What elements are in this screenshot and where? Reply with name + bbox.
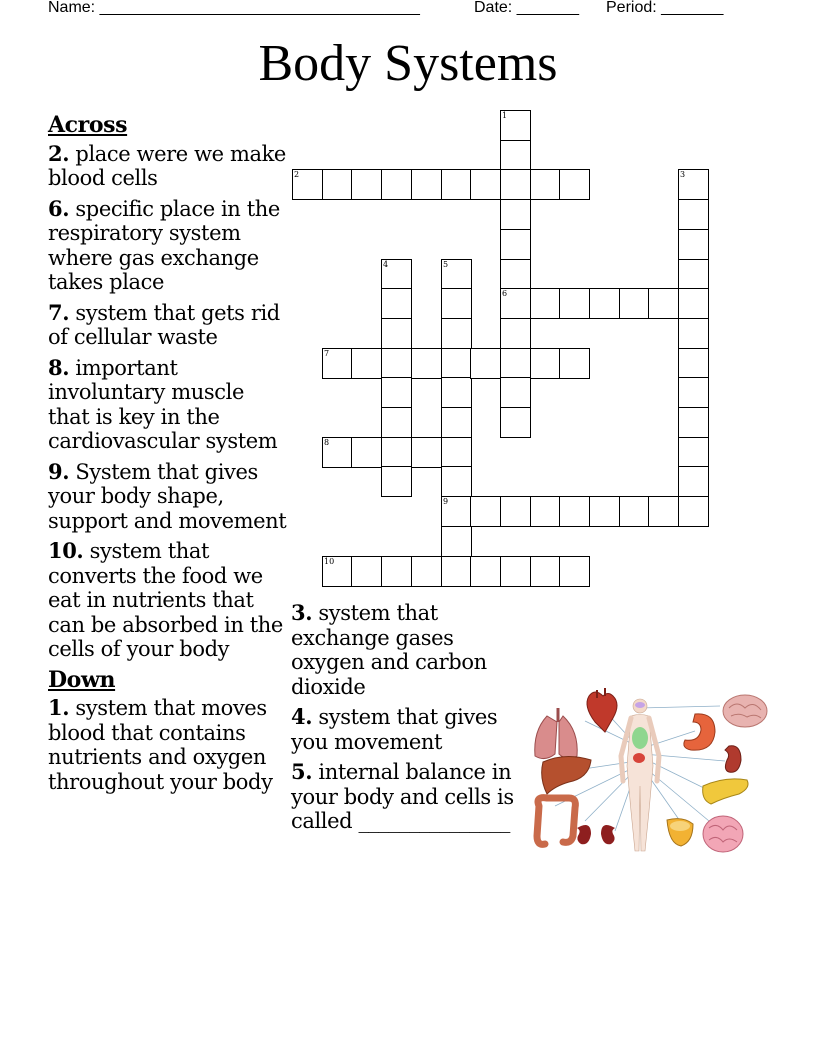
crossword-cell[interactable]	[678, 288, 709, 319]
crossword-cell[interactable]	[500, 496, 531, 527]
crossword-cell[interactable]	[322, 348, 353, 379]
crossword-cell[interactable]	[678, 496, 709, 527]
liver-icon	[542, 756, 591, 794]
clue-across-6: 6. specific place in the respiratory system where gas exchange takes place	[48, 195, 280, 294]
page-title: Body Systems	[258, 35, 558, 92]
crossword-cell[interactable]	[441, 318, 472, 349]
date-field[interactable]: Date: _______	[474, 0, 579, 16]
pancreas-icon	[703, 779, 748, 804]
crossword-cell[interactable]	[381, 437, 412, 468]
crossword-cell[interactable]	[381, 318, 412, 349]
across-heading: Across	[48, 112, 128, 138]
small-intestine-icon	[703, 816, 743, 852]
crossword-cell[interactable]	[678, 407, 709, 438]
clue-number: 3	[680, 170, 686, 179]
crossword-cell[interactable]	[500, 377, 531, 408]
period-field[interactable]: Period: _______	[606, 0, 724, 16]
lungs-icon	[535, 708, 577, 759]
crossword-cell[interactable]	[678, 199, 709, 230]
crossword-cell[interactable]	[678, 259, 709, 290]
crossword-cell[interactable]	[381, 169, 412, 200]
organs-illustration	[525, 686, 775, 861]
crossword-cell[interactable]	[559, 556, 590, 587]
crossword-cell[interactable]	[500, 110, 531, 141]
crossword-cell[interactable]	[381, 556, 412, 587]
clue-number: 6	[502, 289, 508, 298]
clue-number: 1	[502, 111, 508, 120]
kidneys-icon	[577, 825, 615, 844]
crossword-cell[interactable]	[559, 496, 590, 527]
crossword-cell[interactable]	[381, 288, 412, 319]
crossword-cell[interactable]	[589, 288, 620, 319]
clue-down-1: 1. system that moves blood that contains nutrients and oxygen throughout your body	[48, 695, 273, 794]
crossword-cell[interactable]	[500, 140, 531, 171]
crossword-cell[interactable]	[559, 169, 590, 200]
crossword-cell[interactable]	[441, 259, 472, 290]
crossword-cell[interactable]	[441, 407, 472, 438]
crossword-cell[interactable]	[530, 288, 561, 319]
crossword-cell[interactable]	[678, 437, 709, 468]
clue-number: 5	[443, 260, 449, 269]
crossword-cell[interactable]	[500, 169, 531, 200]
clue-across-8: 8. important involuntary muscle that is key in the cardiovascular system	[48, 354, 278, 453]
crossword-cell[interactable]	[441, 466, 472, 497]
clue-down-3: 3. system that exchange gases oxygen and carbon dioxide	[291, 600, 487, 699]
brain-icon	[723, 695, 767, 727]
crossword-cell[interactable]	[530, 496, 561, 527]
crossword-cell[interactable]	[530, 348, 561, 379]
stomach-icon	[684, 714, 715, 750]
crossword-cell[interactable]	[500, 229, 531, 260]
crossword-cell[interactable]	[411, 556, 442, 587]
crossword-cell[interactable]	[351, 556, 382, 587]
crossword-cell[interactable]	[441, 288, 472, 319]
crossword-cell[interactable]	[678, 377, 709, 408]
crossword-cell[interactable]	[678, 318, 709, 349]
crossword-cell[interactable]	[500, 199, 531, 230]
crossword-cell[interactable]	[441, 526, 472, 557]
crossword-cell[interactable]	[589, 496, 620, 527]
crossword-cell[interactable]	[530, 169, 561, 200]
clue-number: 8	[324, 438, 330, 447]
crossword-cell[interactable]	[292, 169, 323, 200]
crossword-cell[interactable]	[530, 556, 561, 587]
crossword-cell[interactable]	[500, 348, 531, 379]
clue-across-10: 10. system that converts the food we eat in nutrients that can be absorbed in the cells of your body	[48, 538, 283, 661]
crossword-cell[interactable]	[648, 288, 679, 319]
crossword-cell[interactable]	[411, 169, 442, 200]
crossword-cell[interactable]	[322, 169, 353, 200]
crossword-cell[interactable]	[619, 496, 650, 527]
crossword-cell[interactable]	[441, 437, 472, 468]
name-field[interactable]: Name: ____________________________________	[48, 0, 420, 16]
clue-across-7: 7. system that gets rid of cellular waste	[48, 299, 280, 349]
crossword-cell[interactable]	[500, 556, 531, 587]
crossword-cell[interactable]	[351, 169, 382, 200]
clue-number: 10	[324, 557, 335, 566]
crossword-cell[interactable]	[441, 496, 472, 527]
crossword-cell[interactable]	[441, 556, 472, 587]
crossword-cell[interactable]	[381, 466, 412, 497]
crossword-cell[interactable]	[648, 496, 679, 527]
clue-across-9: 9. System that gives your body shape, support and movement	[48, 458, 287, 533]
crossword-cell[interactable]	[470, 496, 501, 527]
crossword-cell[interactable]	[678, 229, 709, 260]
heart-icon	[587, 688, 617, 732]
crossword-cell[interactable]	[678, 348, 709, 379]
crossword-cell[interactable]	[500, 407, 531, 438]
crossword-cell[interactable]	[500, 259, 531, 290]
clue-down-5: 5. internal balance in your body and cells is called _______________	[291, 759, 514, 833]
crossword-cell[interactable]	[559, 288, 590, 319]
crossword-cell[interactable]	[381, 259, 412, 290]
crossword-cell[interactable]	[411, 348, 442, 379]
crossword-cell[interactable]	[470, 556, 501, 587]
crossword-cell[interactable]	[441, 377, 472, 408]
crossword-cell[interactable]	[322, 437, 353, 468]
crossword-cell[interactable]	[381, 348, 412, 379]
crossword-cell[interactable]	[351, 437, 382, 468]
crossword-cell[interactable]	[381, 377, 412, 408]
clue-across-2: 2. place were we make blood cells	[48, 140, 286, 190]
crossword-cell[interactable]	[411, 437, 442, 468]
crossword-cell[interactable]	[500, 318, 531, 349]
clue-number: 9	[443, 497, 449, 506]
crossword-cell[interactable]	[441, 169, 472, 200]
crossword-cell[interactable]	[322, 556, 353, 587]
clue-number: 7	[324, 349, 330, 358]
crossword-cell[interactable]	[678, 169, 709, 200]
crossword-cell[interactable]	[619, 288, 650, 319]
crossword-cell[interactable]	[470, 169, 501, 200]
crossword-cell[interactable]	[381, 407, 412, 438]
crossword-cell[interactable]	[470, 348, 501, 379]
down-heading: Down	[48, 666, 116, 693]
crossword-cell[interactable]	[559, 348, 590, 379]
crossword-cell[interactable]	[441, 348, 472, 379]
clue-number: 2	[294, 170, 300, 179]
kidney-icon	[725, 746, 741, 772]
crossword-cell[interactable]	[351, 348, 382, 379]
bladder-icon	[667, 819, 693, 846]
down-clues-continued	[291, 601, 523, 840]
crossword-cell[interactable]	[500, 288, 531, 319]
large-intestine-icon	[537, 798, 575, 845]
crossword-cell[interactable]	[678, 466, 709, 497]
clue-number: 4	[383, 260, 389, 269]
clue-down-4: 4. system that gives you movement	[291, 704, 498, 754]
